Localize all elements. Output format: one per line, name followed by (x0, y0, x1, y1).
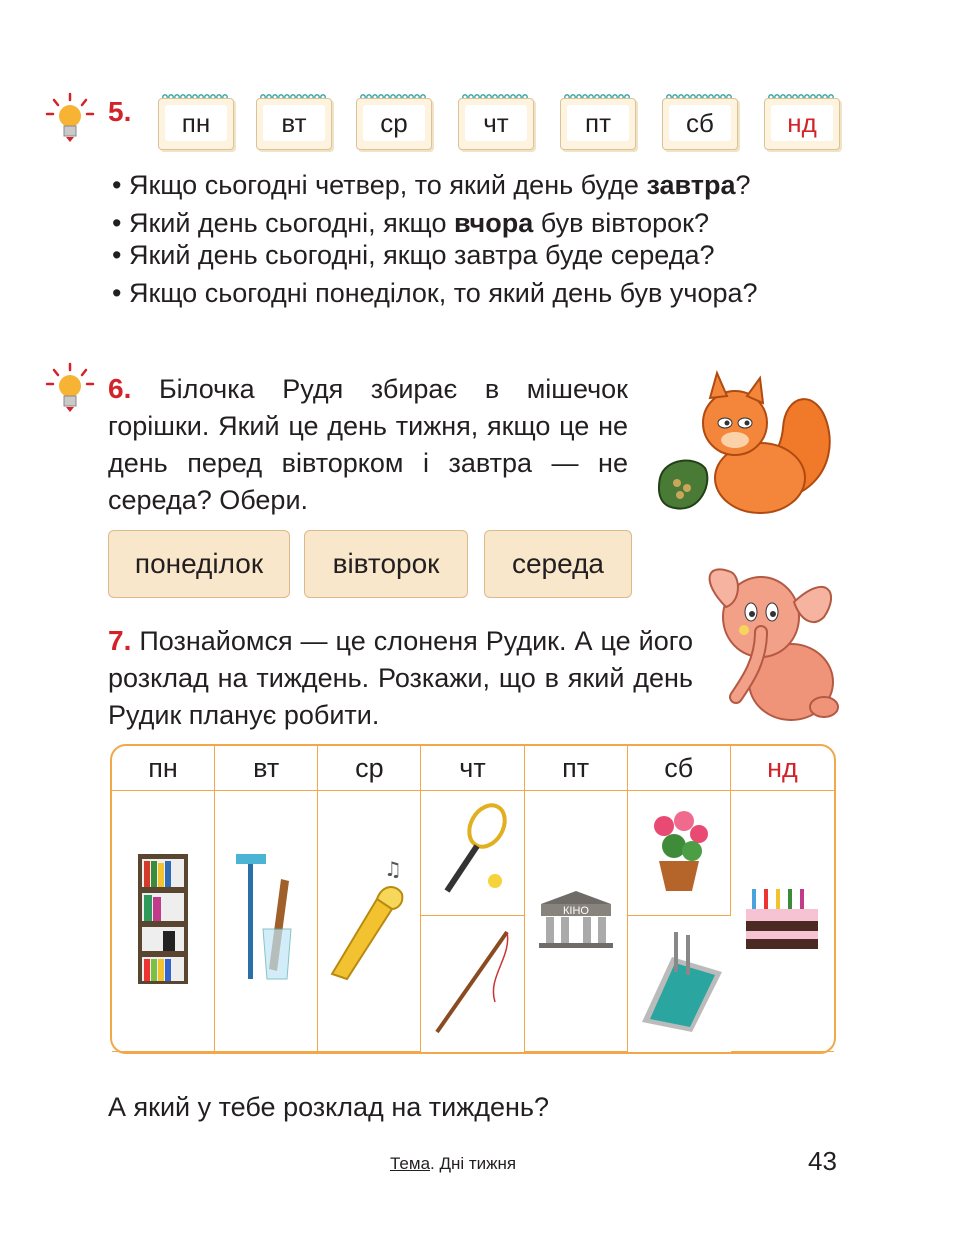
saturday-cell-top (628, 791, 731, 916)
task7-text: 7. Познайомся — це слоненя Рудик. А це його розклад на тиждень. Розкажи, що в який день Рудик планує робити. (108, 625, 693, 730)
table-row (112, 791, 834, 916)
task-number: 6. (108, 373, 132, 404)
day-header: ср (318, 746, 421, 791)
day-header: пт (525, 746, 628, 791)
calendar-card-4 (560, 92, 636, 152)
day-header: вт (215, 746, 318, 791)
saturday-cell-bottom (628, 916, 731, 1052)
page-number: 43 (808, 1146, 837, 1176)
wednesday-cell (318, 791, 421, 1052)
schedule-table (110, 744, 836, 1054)
calendar-card-5 (662, 92, 738, 152)
day-header: пн (112, 746, 215, 791)
calendar-card-1 (256, 92, 332, 152)
squirrel-illustration (655, 368, 840, 523)
option-ponedilok[interactable]: понеділок (108, 530, 290, 598)
thursday-cell-bottom (421, 916, 524, 1052)
lightbulb-icon (44, 362, 96, 414)
option-vivtorok[interactable]: вівторок (304, 530, 468, 598)
lightbulb-icon (44, 92, 96, 144)
friday-cell (525, 791, 628, 1052)
trumpet-icon (322, 854, 417, 984)
calendar-card-3 (458, 92, 534, 152)
bookshelf-icon (133, 849, 193, 989)
day-label: пн (165, 105, 227, 141)
calendar-card-2 (356, 92, 432, 152)
question-item: • Якщо сьогодні четвер, то який день буде завтра? (112, 170, 751, 200)
footer-topic: Тема. Дні тижня (390, 1154, 517, 1173)
svg-text:♫: ♫ (383, 856, 402, 881)
day-label: сб (669, 105, 731, 141)
day-header: сб (628, 746, 731, 791)
flower-pot-icon (644, 806, 714, 896)
task-number: 7. (108, 625, 132, 656)
table-header-row (112, 746, 834, 791)
question-item: • Який день сьогодні, якщо завтра буде середа? (112, 240, 715, 270)
swimming-pool-icon (632, 927, 727, 1037)
svg-text:КІНО: КІНО (562, 904, 589, 917)
day-label: чт (465, 105, 527, 141)
day-label: ср (363, 105, 425, 141)
sunday-cell (731, 791, 834, 1052)
question-item: • Якщо сьогодні понеділок, то який день був учора? (112, 278, 758, 308)
cinema-icon (536, 889, 616, 949)
monday-cell (112, 791, 215, 1052)
calendar-card-0 (158, 92, 234, 152)
day-header: нд (731, 746, 834, 791)
task-number: 5. (108, 96, 132, 127)
question-item: • Який день сьогодні, якщо вчора був вівторок? (112, 208, 709, 238)
tennis-racket-icon (427, 801, 517, 901)
fishing-rod-icon (427, 927, 517, 1037)
day-header: чт (421, 746, 524, 791)
day-label: вт (263, 105, 325, 141)
calendar-card-6 (764, 92, 840, 152)
elephant-illustration (706, 562, 841, 724)
tuesday-cell (215, 791, 318, 1052)
day-label: нд (771, 105, 833, 141)
closing-question: А який у тебе розклад на тиждень? (108, 1092, 550, 1122)
cleaning-tools-icon (231, 849, 301, 989)
thursday-cell-top (421, 791, 524, 916)
option-sereda[interactable]: середа (484, 530, 632, 598)
day-label: пт (567, 105, 629, 141)
task6-text: 6. Білочка Рудя збирає в мішечок горішки. Який це день тижня, якщо це не день перед вівторком і завтра — не середа? Обери. (108, 373, 628, 515)
birthday-cake-icon (742, 884, 822, 954)
